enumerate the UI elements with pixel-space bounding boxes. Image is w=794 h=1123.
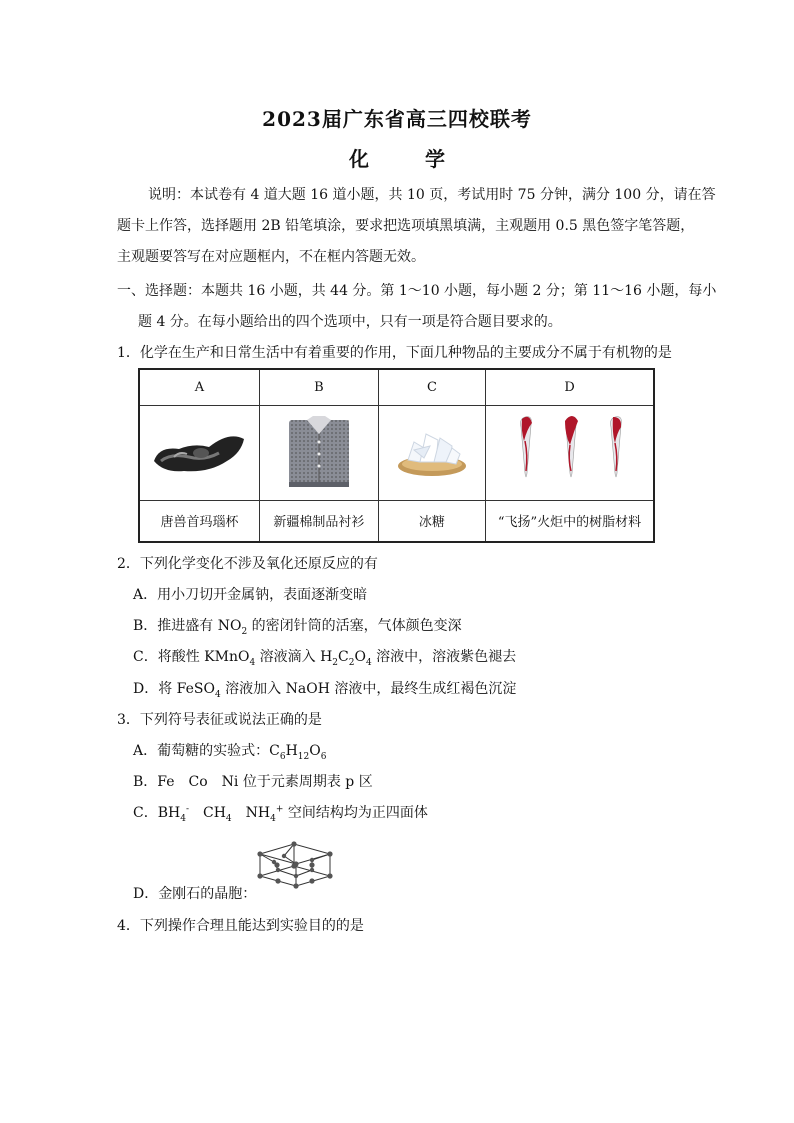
- option-b-caption: 新疆棉制品衬衫: [259, 500, 378, 542]
- option-c-caption: 冰糖: [378, 500, 485, 542]
- question-3-option-d: D．金刚石的晶胞：: [133, 886, 257, 902]
- question-1-table: [138, 368, 655, 543]
- option-c-header: C: [378, 369, 485, 405]
- subject-title: 化 学: [349, 147, 463, 171]
- question-2-option-b: B．推进盛有 $NO_2$ 的密闭针筒的活塞，气体颜色变深: [133, 618, 462, 637]
- section1-line-1: 一、选择题：本题共 16 小题，共 44 分。第 1～10 小题，每小题 2 分；第 11～16 小题，每小: [117, 283, 717, 299]
- question-3-option-b: B．Fe Co Ni 位于元素周期表 p 区: [133, 774, 373, 790]
- question-2-option-d: D．将 FeSO$_4$ 溶液加入 NaOH 溶液中，最终生成红褐色沉淀: [133, 681, 517, 700]
- torch-image: [486, 405, 654, 500]
- question-3-option-a: A．葡萄糖的实验式：$C_6H_{12}O_6$: [133, 743, 327, 762]
- exam-title: 2023届广东省高三四校联考: [262, 107, 532, 131]
- instructions-line-2: 题卡上作答，选择题用 2B 铅笔填涂，要求把选项填黑填满，主观题用 0.5 黑色签字笔答题，: [117, 218, 695, 234]
- option-b-header: B: [259, 369, 378, 405]
- option-d-header: D: [486, 369, 654, 405]
- question-2-option-c: C．将酸性 KMnO$_4$ 溶液滴入 $H_2C_2O_4$ 溶液中，溶液紫色褪去: [133, 649, 517, 668]
- question-4-stem: 4．下列操作合理且能达到实验目的的是: [117, 918, 364, 934]
- option-a-caption: 唐兽首玛瑙杯: [139, 500, 259, 542]
- option-a-header: A: [139, 369, 259, 405]
- instructions-line-1: 说明：本试卷有 4 道大题 16 道小题，共 10 页，考试用时 75 分钟，满分 100 分，请在答: [148, 187, 716, 203]
- question-2-option-a: A．用小刀切开金属钠，表面逐渐变暗: [133, 587, 368, 603]
- diamond-unit-cell-image: [254, 836, 336, 894]
- rock-sugar-image: [378, 405, 485, 500]
- question-3-option-c: C．$BH_4^-$ $CH_4$ $NH_4^+$ 空间结构均为正四面体: [133, 804, 428, 824]
- question-1-stem: 1．化学在生产和日常生活中有着重要的作用，下面几种物品的主要成分不属于有机物的是: [117, 345, 672, 361]
- question-2-stem: 2．下列化学变化不涉及氧化还原反应的有: [117, 556, 378, 572]
- option-d-caption: “飞扬”火炬中的树脂材料: [486, 500, 654, 542]
- agate-cup-image: [139, 405, 259, 500]
- question-3-stem: 3．下列符号表征或说法正确的是: [117, 712, 322, 728]
- shirt-image: [259, 405, 378, 500]
- section1-line-2: 题 4 分。在每小题给出的四个选项中，只有一项是符合题目要求的。: [138, 314, 562, 330]
- instructions-line-3: 主观题要答写在对应题框内，不在框内答题无效。: [117, 249, 425, 265]
